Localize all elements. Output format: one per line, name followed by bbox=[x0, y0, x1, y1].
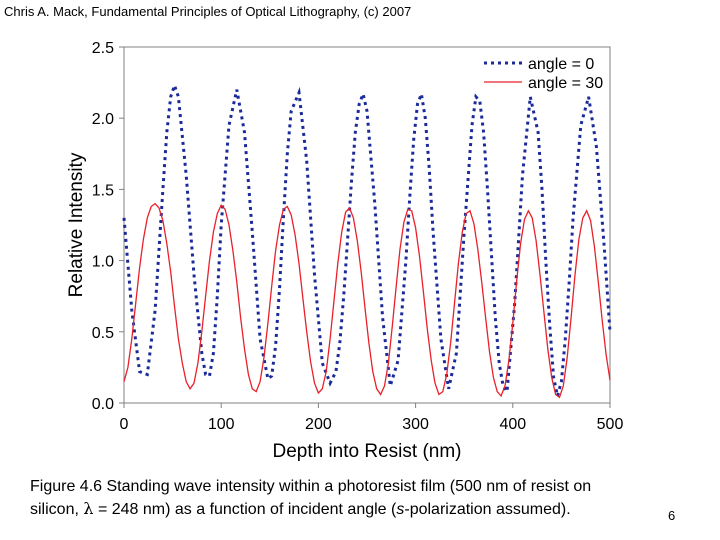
series-layer bbox=[124, 85, 610, 397]
y-tick-label: 0.5 bbox=[91, 324, 114, 342]
plot-area-frame bbox=[124, 47, 610, 403]
series-line-angle-30 bbox=[124, 204, 610, 398]
caption-line-2 bbox=[30, 498, 680, 521]
legend-label: angle = 30 bbox=[528, 75, 604, 92]
x-axis-ticks bbox=[120, 403, 624, 433]
legend-label: angle = 0 bbox=[528, 56, 595, 73]
y-tick-label: 0.0 bbox=[91, 396, 114, 413]
y-tick-label: 2.0 bbox=[91, 111, 114, 129]
lambda-symbol: λ bbox=[83, 499, 94, 518]
caption-line-2-middle: = 248 nm) as a function of incident angle ( bbox=[93, 501, 397, 518]
x-tick-label: 100 bbox=[207, 416, 235, 433]
y-axis-label: Relative Intensity bbox=[66, 152, 87, 298]
header-citation: Chris A. Mack, Fundamental Principles of Optical Lithography, (c) 2007 bbox=[4, 4, 412, 19]
caption-line-2-start: silicon, bbox=[30, 501, 84, 518]
x-tick-label: 500 bbox=[596, 416, 624, 433]
caption-line-1: Figure 4.6 Standing wave intensity within a photoresist film (500 nm of resist on bbox=[30, 478, 592, 495]
y-axis-ticks bbox=[92, 40, 124, 413]
y-tick-label: 2.5 bbox=[91, 40, 114, 57]
x-tick-label: 300 bbox=[402, 416, 429, 433]
x-tick-label: 400 bbox=[499, 416, 527, 433]
legend bbox=[484, 56, 603, 92]
y-tick-label: 1.5 bbox=[91, 182, 114, 200]
page-number: 6 bbox=[668, 508, 676, 523]
x-axis-label: Depth into Resist (nm) bbox=[272, 441, 462, 462]
x-tick-label: 200 bbox=[305, 416, 332, 433]
y-tick-label: 1.0 bbox=[91, 253, 114, 271]
figure-caption bbox=[30, 476, 680, 521]
series-line-angle-0 bbox=[124, 85, 610, 396]
caption-line-2-end: -polarization assumed). bbox=[404, 501, 571, 518]
s-polarization-letter: s bbox=[396, 501, 405, 518]
x-tick-label: 0 bbox=[119, 416, 129, 433]
